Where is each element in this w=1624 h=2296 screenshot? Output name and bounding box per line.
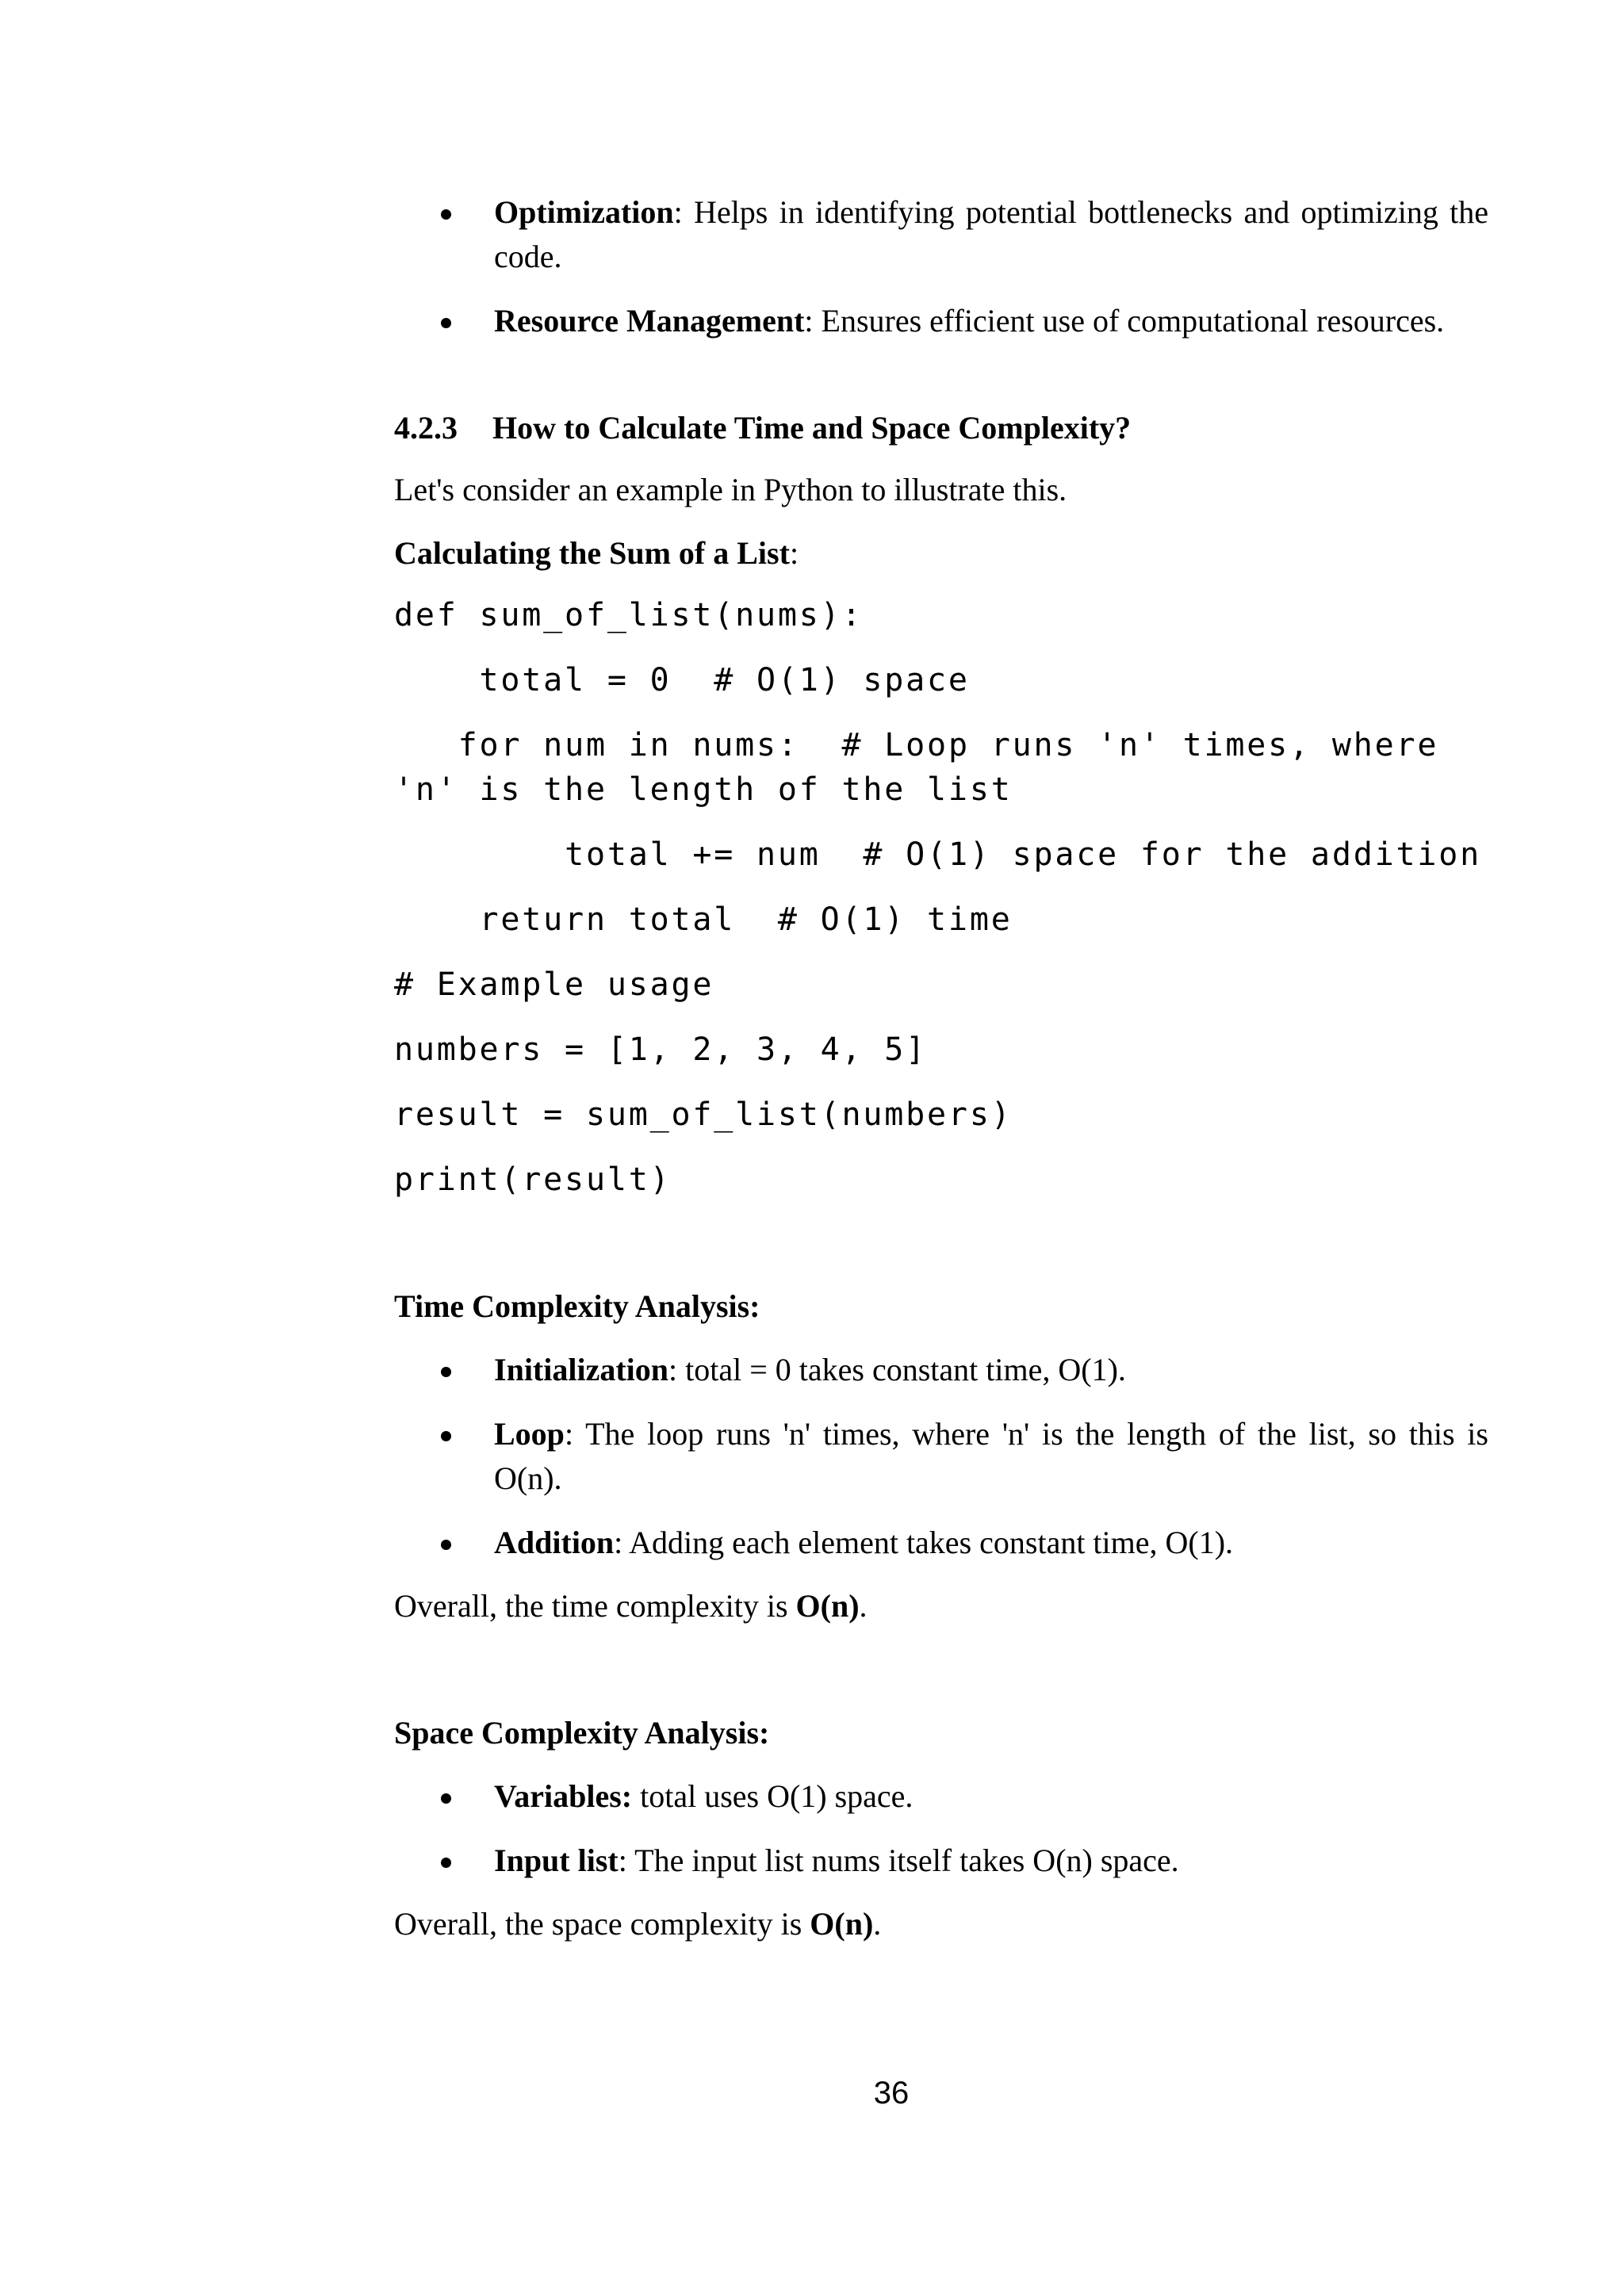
code-line: for num in nums: # Loop runs 'n' times, where 'n' is the length of the list: [394, 727, 1461, 808]
bullet-loop: [394, 1412, 1488, 1501]
code-line: return total # O(1) time: [394, 901, 1013, 938]
bullet-addition: [394, 1521, 1488, 1565]
bullet-optimization: [394, 190, 1488, 279]
code-line: # Example usage: [394, 966, 714, 1003]
code-line: def sum_of_list(nums):: [394, 597, 864, 633]
bullet-dot-icon: [441, 1858, 451, 1868]
bullet-text: : Helps in identifying potential bottlenecks and optimizing the code.: [494, 194, 1488, 274]
code-line: total += num # O(1) space for the addition: [394, 836, 1481, 873]
bullet-dot-icon: [441, 1367, 451, 1377]
summary-value: O(n): [795, 1588, 860, 1624]
bullet-dot-icon: [441, 1431, 451, 1441]
bullet-term: Optimization: [494, 194, 674, 230]
bullet-text: : The loop runs 'n' times, where 'n' is the length of the list, so this is O(n).: [494, 1416, 1488, 1496]
section-title: How to Calculate Time and Space Complexity?: [492, 410, 1132, 446]
example-label-suffix: :: [789, 535, 799, 571]
summary-suffix: .: [859, 1588, 868, 1624]
bullet-term: Initialization: [494, 1352, 669, 1387]
space-complexity-summary: [394, 1902, 1488, 1946]
space-analysis-list: [394, 1774, 1488, 1883]
bullet-variables: [394, 1774, 1488, 1819]
bullet-text: : Adding each element takes constant time, O(1).: [614, 1525, 1234, 1560]
bullet-dot-icon: [441, 1793, 451, 1804]
bullet-initialization: [394, 1348, 1488, 1392]
intro-paragraph: Let's consider an example in Python to illustrate this.: [394, 472, 1067, 507]
page-content: [394, 190, 1488, 1946]
bullet-term: Resource Management: [494, 303, 805, 339]
section-number: 4.2.3: [394, 410, 458, 446]
code-line: numbers = [1, 2, 3, 4, 5]: [394, 1031, 928, 1068]
bullet-term: Input list: [494, 1843, 619, 1878]
page-number: 36: [873, 2076, 910, 2110]
time-complexity-summary: [394, 1584, 1488, 1628]
summary-value: O(n): [810, 1906, 874, 1942]
bullet-text: : The input list nums itself takes O(n) space.: [618, 1843, 1179, 1878]
bullet-resource-management: [394, 299, 1488, 343]
summary-prefix: Overall, the space complexity is: [394, 1906, 810, 1942]
time-analysis-list: [394, 1348, 1488, 1565]
space-analysis-heading: Space Complexity Analysis:: [394, 1715, 770, 1751]
code-line: result = sum_of_list(numbers): [394, 1096, 1013, 1133]
code-block: [394, 593, 1488, 1202]
code-line: total = 0 # O(1) space: [394, 662, 970, 698]
bullet-text: total uses O(1) space.: [632, 1778, 914, 1814]
time-analysis-heading: Time Complexity Analysis:: [394, 1288, 760, 1324]
bullet-term: Loop: [494, 1416, 565, 1452]
bullet-input-list: [394, 1839, 1488, 1883]
bullet-dot-icon: [441, 318, 451, 328]
bullet-dot-icon: [441, 1540, 451, 1550]
bullet-text: : total = 0 takes constant time, O(1).: [668, 1352, 1126, 1387]
example-label-term: Calculating the Sum of a List: [394, 535, 790, 571]
summary-prefix: Overall, the time complexity is: [394, 1588, 796, 1624]
bullet-text: : Ensures efficient use of computational resources.: [804, 303, 1445, 339]
section-heading: [394, 406, 1488, 450]
intro-bullet-list: [394, 190, 1488, 343]
example-label: [394, 531, 1488, 576]
bullet-term: Addition: [494, 1525, 615, 1560]
summary-suffix: .: [873, 1906, 882, 1942]
bullet-dot-icon: [441, 209, 451, 220]
bullet-term: Variables:: [494, 1778, 633, 1814]
code-line: print(result): [394, 1161, 672, 1198]
